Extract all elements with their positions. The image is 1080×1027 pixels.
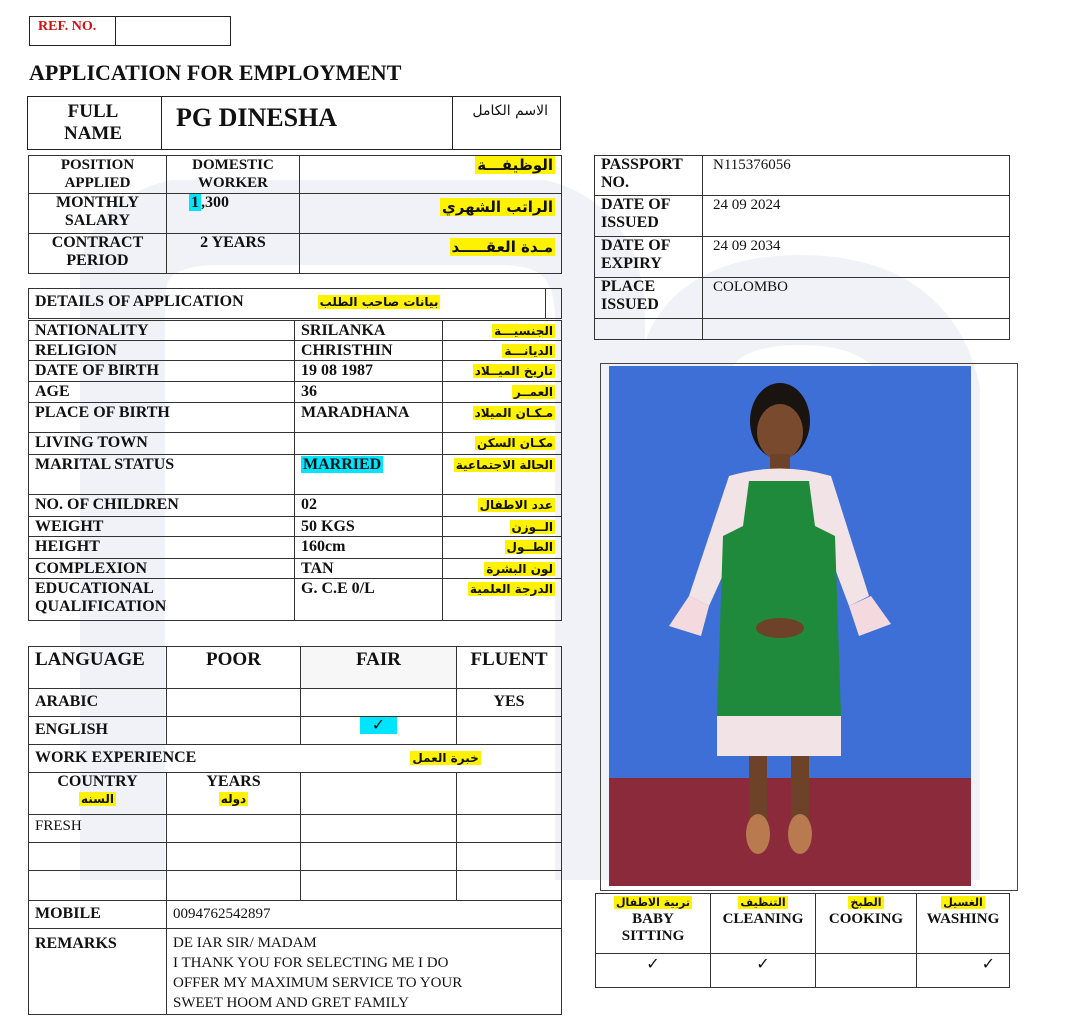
applicant-photo <box>609 366 971 886</box>
remarks-line: DE IAR SIR/ MADAM <box>173 935 317 951</box>
full-name-divider2 <box>452 97 453 149</box>
ref-label: REF. NO. <box>38 19 97 34</box>
detail-arabic: الدرجة العلمية <box>469 582 553 596</box>
years-header <box>167 773 301 815</box>
detail-label: LIVING TOWN <box>29 433 295 455</box>
skill-washing-arabic: الغسيل <box>943 896 983 909</box>
detail-value: TAN <box>295 559 443 579</box>
detail-arabic: الطــول <box>506 540 553 554</box>
detail-label: PLACE OF BIRTH <box>29 403 295 433</box>
detail-label: NATIONALITY <box>29 321 295 341</box>
experience-row-3-country <box>29 871 167 901</box>
ref-divider <box>115 17 116 45</box>
detail-value: 19 08 1987 <box>295 361 443 382</box>
skill-cooking-arabic: الطبخ <box>850 896 882 909</box>
passport-table <box>594 155 1010 340</box>
experience-row-3-years <box>167 871 301 901</box>
detail-value <box>295 433 443 455</box>
detail-arabic: لون البشرة <box>486 562 553 576</box>
work-experience-header <box>29 745 562 773</box>
lang-header-fluent: FLUENT <box>457 647 562 689</box>
detail-value: G. C.E 0/L <box>295 579 443 621</box>
contract-arabic: مـدة العقـــــد <box>451 238 553 256</box>
remarks-line: OFFER MY MAXIMUM SERVICE TO YOUR <box>173 975 463 991</box>
detail-arabic: مكـان السكن <box>476 436 553 450</box>
place-issued-label: PLACE ISSUED <box>595 278 703 319</box>
skill-baby-sitting <box>596 894 711 954</box>
mobile-label: MOBILE <box>29 901 167 929</box>
check-icon: ✓ <box>360 717 397 734</box>
skills-table <box>595 893 1010 988</box>
detail-label: COMPLEXION <box>29 559 295 579</box>
skill-cooking-label: COOKING <box>828 911 904 927</box>
details-table <box>28 288 562 319</box>
detail-label: MARITAL STATUS <box>29 455 295 495</box>
experience-row-2-c3 <box>301 843 457 871</box>
lang-header-fair: FAIR <box>301 647 457 689</box>
experience-row-1-years <box>167 815 301 843</box>
remarks-value <box>167 929 562 1015</box>
detail-value: 50 KGS <box>295 517 443 537</box>
ref-box <box>29 16 231 46</box>
skill-washing-label: WASHING <box>926 911 1000 927</box>
skill-cooking-check-icon[interactable] <box>816 954 917 988</box>
country-header <box>29 773 167 815</box>
work-experience-arabic: خبرة العمل <box>412 751 479 765</box>
country-arabic: السنه <box>80 792 114 806</box>
salary-value-rest: ,300 <box>201 194 229 211</box>
lang-arabic-fair[interactable] <box>301 689 457 717</box>
photo-frame <box>600 363 1018 891</box>
experience-row-3-c3 <box>301 871 457 901</box>
lang-header-poor: POOR <box>167 647 301 689</box>
detail-label: AGE <box>29 382 295 403</box>
passport-no-label: PASSPORT NO. <box>595 156 703 196</box>
detail-arabic: تاريخ الميــلاد <box>474 364 553 378</box>
details-header-arabic: بيانات صاحب الطلب <box>319 295 439 309</box>
position-label: POSITION APPLIED <box>29 156 167 194</box>
detail-label: HEIGHT <box>29 537 295 559</box>
date-issued-value: 24 09 2024 <box>703 196 1010 237</box>
years-arabic: دوله <box>220 792 247 806</box>
detail-value: 160cm <box>295 537 443 559</box>
details-rows <box>28 320 562 621</box>
passport-empty-label <box>595 319 703 340</box>
detail-label: DATE OF BIRTH <box>29 361 295 382</box>
remarks-line: SWEET HOOM AND GRET FAMILY <box>173 995 410 1011</box>
salary-value <box>167 194 300 234</box>
remarks-label: REMARKS <box>29 929 167 1015</box>
experience-row-2-country <box>29 843 167 871</box>
lang-header-language: LANGUAGE <box>29 647 167 689</box>
lang-english-fluent[interactable] <box>457 717 562 745</box>
detail-label: RELIGION <box>29 341 295 361</box>
detail-arabic: الــوزن <box>511 520 553 534</box>
position-arabic: الوظيفـــة <box>477 156 553 174</box>
lang-english-poor[interactable] <box>167 717 301 745</box>
skill-washing <box>917 894 1010 954</box>
detail-value: 36 <box>295 382 443 403</box>
skill-baby-sitting-check-icon[interactable]: ✓ <box>596 954 711 988</box>
years-label: YEARS <box>206 773 261 790</box>
salary-label: MONTHLY SALARY <box>29 194 167 234</box>
detail-arabic: العمــر <box>513 385 553 399</box>
mobile-value: 0094762542897 <box>167 901 562 929</box>
detail-arabic: عدد الاطفال <box>479 498 553 512</box>
skill-cleaning <box>711 894 816 954</box>
details-header-label: DETAILS OF APPLICATION <box>35 293 244 310</box>
full-name-value: PG DINESHA <box>176 103 338 132</box>
skill-cleaning-check-icon[interactable]: ✓ <box>711 954 816 988</box>
skill-baby-sitting-arabic: تربية الاطفال <box>615 896 690 909</box>
detail-label: NO. OF CHILDREN <box>29 495 295 517</box>
lang-arabic-poor[interactable] <box>167 689 301 717</box>
full-name-box <box>27 96 561 150</box>
detail-arabic: الجنسيـــة <box>494 324 553 338</box>
passport-no-value: N115376056 <box>703 156 1010 196</box>
skill-cleaning-arabic: التنظيف <box>740 896 786 909</box>
detail-value: 02 <box>295 495 443 517</box>
skill-cleaning-label: CLEANING <box>722 911 804 927</box>
detail-arabic: مـكـان الميلاد <box>474 406 553 420</box>
marital-status-highlight: MARRIED <box>303 456 382 473</box>
skill-washing-check-icon[interactable]: ✓ <box>917 954 1010 988</box>
detail-arabic: الديانـــة <box>504 344 553 358</box>
skill-cooking <box>816 894 917 954</box>
salary-arabic: الراتب الشهري <box>442 198 553 216</box>
experience-row-2-years <box>167 843 301 871</box>
detail-label: EDUCATIONAL QUALIFICATION <box>29 579 295 621</box>
place-issued-value: COLOMBO <box>703 278 1010 319</box>
detail-label: WEIGHT <box>29 517 295 537</box>
experience-row-1-country: FRESH <box>29 815 167 843</box>
full-name-arabic: الاسم الكامل <box>472 103 548 119</box>
lang-arabic: ARABIC <box>29 689 167 717</box>
full-name-label: FULL NAME <box>63 101 123 144</box>
experience-row-3-c4 <box>457 871 562 901</box>
detail-value <box>295 455 443 495</box>
experience-row-1-c4 <box>457 815 562 843</box>
detail-value: MARADHANA <box>295 403 443 433</box>
detail-value: CHRISTHIN <box>295 341 443 361</box>
detail-value: SRILANKA <box>295 321 443 341</box>
lang-english-fair-cell[interactable] <box>301 717 457 745</box>
experience-row-1-c3 <box>301 815 457 843</box>
lang-arabic-fluent[interactable]: YES <box>457 689 562 717</box>
skill-baby-sitting-label: BABY SITTING <box>621 911 685 944</box>
position-value: DOMESTIC WORKER <box>167 156 300 194</box>
contract-value: 2 YEARS <box>167 234 300 274</box>
date-issued-label: DATE OF ISSUED <box>595 196 703 237</box>
date-expiry-value: 24 09 2034 <box>703 237 1010 278</box>
experience-row-2-c4 <box>457 843 562 871</box>
country-label: COUNTRY <box>57 773 138 790</box>
language-table <box>28 646 562 1015</box>
contract-label: CONTRACT PERIOD <box>29 234 167 274</box>
salary-value-highlight: 1 <box>191 194 199 211</box>
work-experience-label: WORK EXPERIENCE <box>35 749 197 766</box>
details-header <box>29 289 546 319</box>
lang-english: ENGLISH <box>29 717 167 745</box>
date-expiry-label: DATE OF EXPIRY <box>595 237 703 278</box>
remarks-line: I THANK YOU FOR SELECTING ME I DO <box>173 955 449 971</box>
passport-empty-value <box>703 319 1010 340</box>
full-name-divider1 <box>161 97 162 149</box>
position-table <box>28 155 562 274</box>
detail-arabic: الحالة الاجتماعية <box>455 458 553 472</box>
page-title: APPLICATION FOR EMPLOYMENT <box>29 60 402 85</box>
